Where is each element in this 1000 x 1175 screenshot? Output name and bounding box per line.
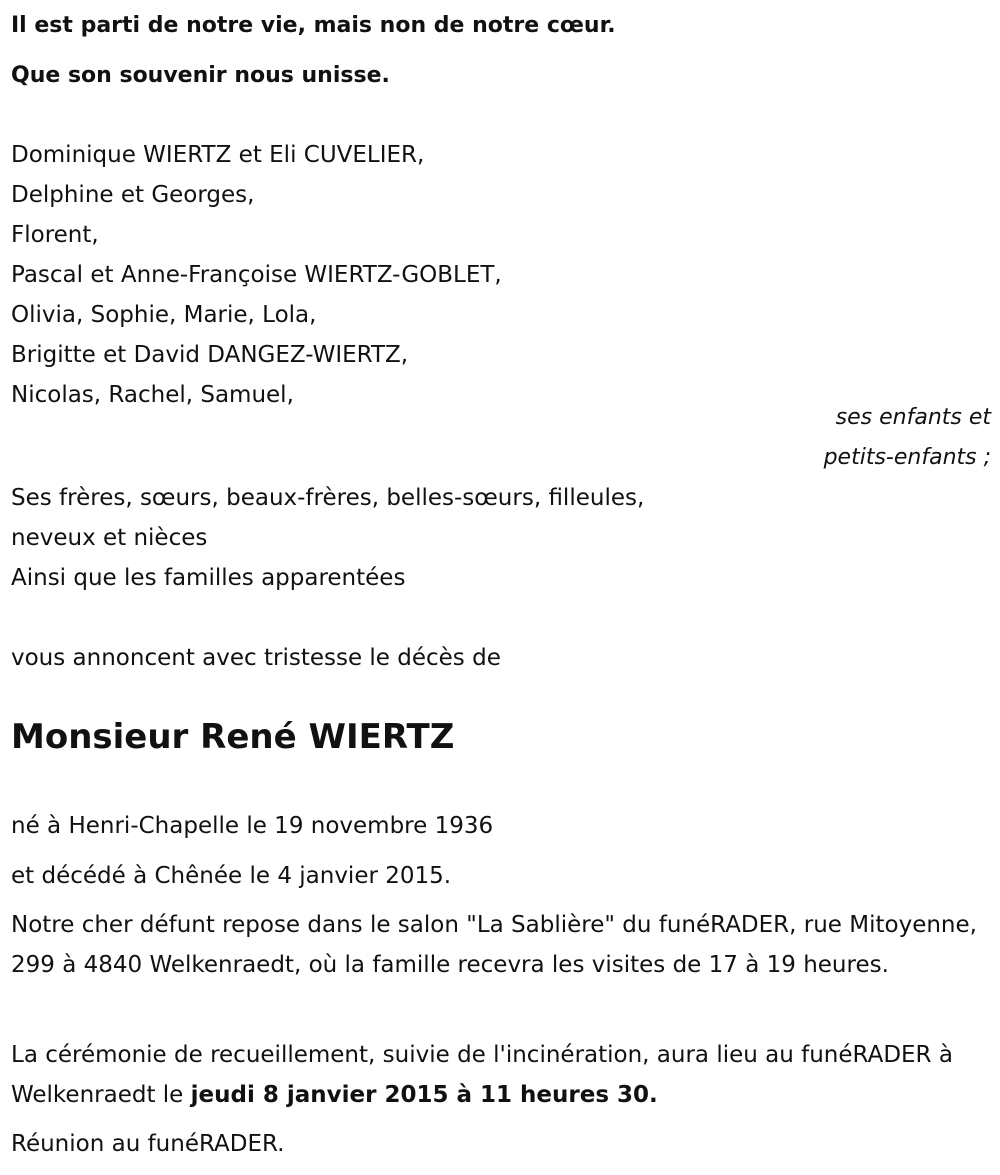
repose-info: Notre cher défunt repose dans le salon "La Sablière" du funéRADER, rue Mitoyenne, 299 à 4840 Welkenraedt, où la famille recevra les visites de 17 à 19 heures. bbox=[11, 912, 977, 978]
family-line: Brigitte et David DANGEZ-WIERTZ, bbox=[11, 342, 409, 368]
family-line: Olivia, Sophie, Marie, Lola, bbox=[11, 302, 317, 328]
relatives-line: Ainsi que les familles apparentées bbox=[11, 565, 406, 591]
birth-info: né à Henri-Chapelle le 19 novembre 1936 bbox=[11, 813, 494, 839]
family-list bbox=[11, 135, 502, 415]
family-role bbox=[824, 398, 991, 478]
motto-line-2: Que son souvenir nous unisse. bbox=[11, 63, 390, 88]
family-role-line-2: petits-enfants ; bbox=[823, 445, 991, 470]
relatives-line: Ses frères, sœurs, beaux-frères, belles-sœurs, filleules, bbox=[11, 485, 645, 511]
ceremony-date-time: jeudi 8 janvier 2015 à 11 heures 30. bbox=[190, 1082, 658, 1108]
relatives-list bbox=[11, 478, 644, 598]
family-line: Florent, bbox=[11, 222, 99, 248]
relatives-line: neveux et nièces bbox=[11, 525, 208, 551]
announcement: vous annoncent avec tristesse le décès de bbox=[11, 645, 501, 671]
motto-line-1: Il est parti de notre vie, mais non de notre cœur. bbox=[11, 13, 616, 38]
ceremony-info bbox=[11, 1035, 991, 1115]
ceremony-text: La cérémonie de recueillement, suivie de l'incinération, aura lieu au funéRADER à Welkenraedt le bbox=[11, 1042, 953, 1108]
deceased-name: Monsieur René WIERTZ bbox=[11, 717, 455, 757]
death-info: et décédé à Chênée le 4 janvier 2015. bbox=[11, 863, 452, 889]
meeting-info: Réunion au funéRADER. bbox=[11, 1131, 285, 1157]
family-line: Dominique WIERTZ et Eli CUVELIER, bbox=[11, 142, 425, 168]
family-role-line-1: ses enfants et bbox=[835, 405, 991, 430]
family-line: Nicolas, Rachel, Samuel, bbox=[11, 382, 294, 408]
family-line: Delphine et Georges, bbox=[11, 182, 255, 208]
family-line: Pascal et Anne-Françoise WIERTZ-GOBLET, bbox=[11, 262, 502, 288]
